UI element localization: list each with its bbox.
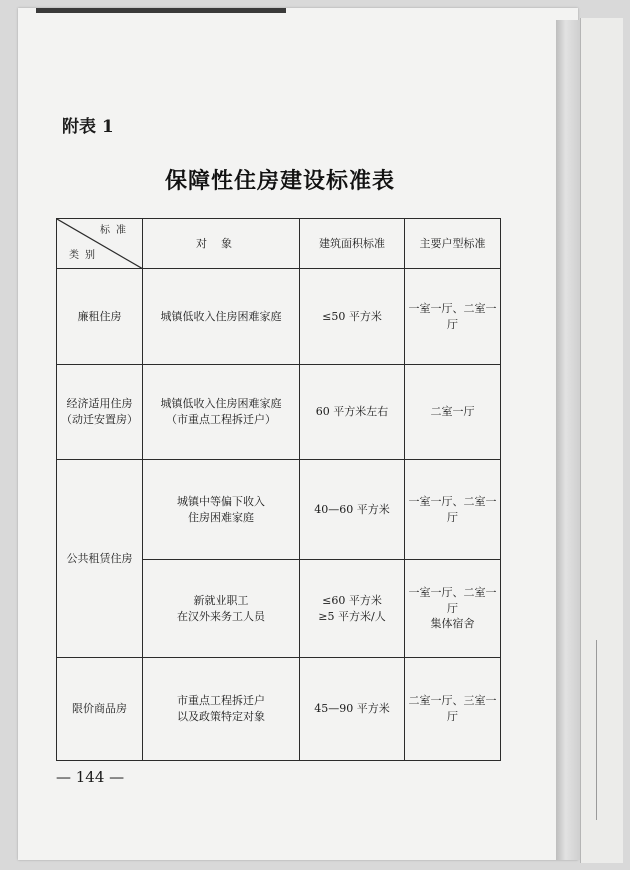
object-jingji-line2: （市重点工程拆迁户） [166, 413, 276, 426]
area-jingji: 60 平方米左右 [300, 365, 405, 460]
category-lianzu: 廉租住房 [57, 269, 143, 365]
adjacent-page-edge [580, 18, 623, 863]
diagonal-header-cell [57, 219, 143, 269]
unit-gonggong-2-line2: 集体宿舍 [430, 617, 475, 631]
area-gonggong-1: 40—60 平方米 [300, 460, 405, 560]
unit-lianzu: 一室一厅、二室一厅 [405, 269, 501, 365]
object-xianjia [143, 658, 300, 761]
header-category-label: 类别 [69, 249, 101, 261]
table-row [57, 269, 501, 365]
category-jingji-line1: 经济适用住房 [66, 397, 133, 411]
area-gonggong-2-line1: ≤60 平方米 [322, 593, 382, 607]
object-gonggong-2-line2: 在汉外来务工人员 [177, 609, 265, 623]
header-object: 对象 [143, 219, 300, 269]
object-gonggong-1-line1: 城镇中等偏下收入 [177, 494, 265, 508]
unit-jingji: 二室一厅 [405, 365, 501, 460]
page-title: 保障性住房建设标准表 [164, 168, 395, 194]
object-xianjia-line2: 以及政策特定对象 [177, 710, 265, 723]
object-xianjia-line1: 市重点工程拆迁户 [177, 694, 265, 708]
table-header-row [57, 219, 501, 269]
area-xianjia: 45—90 平方米 [300, 658, 405, 761]
table-row [57, 460, 501, 560]
category-xianjia: 限价商品房 [57, 658, 143, 761]
category-jingji-line2: （动迁安置房） [61, 413, 138, 426]
object-gonggong-2 [143, 560, 300, 658]
unit-gonggong-2 [405, 560, 501, 658]
table-row [57, 365, 501, 460]
page-number: — 144 — [56, 768, 125, 786]
table-row [57, 658, 501, 761]
unit-gonggong-1: 一室一厅、二室一厅 [405, 460, 501, 560]
category-jingji [57, 365, 143, 460]
book-spine [556, 20, 580, 860]
unit-gonggong-2-line1: 一室一厅、二室一厅 [408, 585, 497, 615]
object-gonggong-1-line2: 住房困难家庭 [188, 510, 254, 524]
housing-standards-table [56, 218, 501, 761]
object-gonggong-1 [143, 460, 300, 560]
area-gonggong-2 [300, 560, 405, 658]
unit-xianjia: 二室一厅、三室一厅 [405, 658, 501, 761]
category-gonggong: 公共租赁住房 [57, 460, 143, 658]
appendix-label: 附表 1 [62, 117, 114, 137]
area-gonggong-2-line2: ≥5 平方米/人 [318, 609, 386, 623]
object-jingji-line1: 城镇低收入住房困难家庭 [160, 397, 282, 411]
object-jingji [143, 365, 300, 460]
area-lianzu: ≤50 平方米 [300, 269, 405, 365]
page-top-edge [36, 8, 286, 13]
object-gonggong-2-line1: 新就业职工 [193, 593, 249, 607]
header-unit-standard: 主要户型标准 [405, 219, 501, 269]
header-standard-label: 标准 [100, 225, 132, 236]
header-area-standard: 建筑面积标准 [300, 219, 405, 269]
object-lianzu: 城镇低收入住房困难家庭 [143, 269, 300, 365]
adjacent-page-rule [596, 640, 597, 820]
